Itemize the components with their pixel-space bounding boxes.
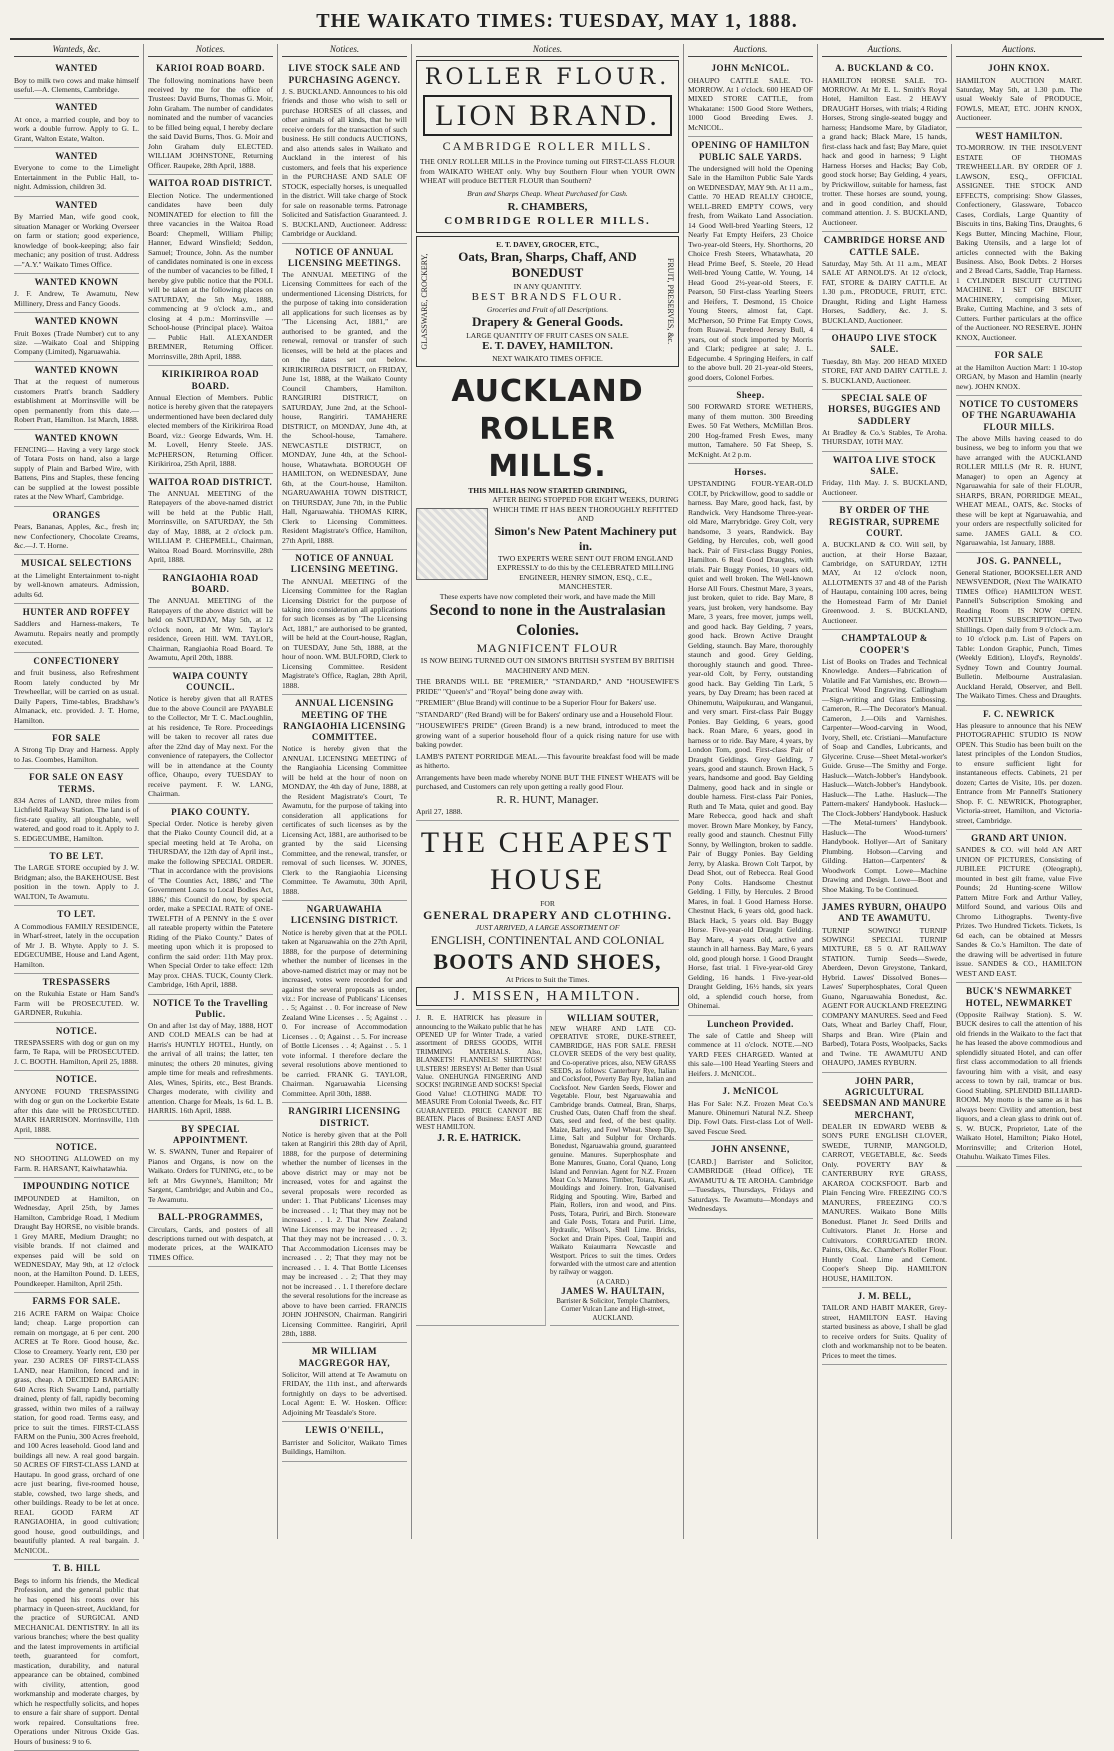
- arm-title: AUCKLAND ROLLER MILLS.: [451, 374, 644, 485]
- advert-body: By Married Man, wife good cook, situation Manager or Working Overseer on farm or station; good experience, knowledge of book-keeping; also fair mechanic; any position of trust. Address—"A.Y." Waikato Times Office.: [14, 212, 139, 269]
- advert-body: Saturday, May 5th. At 11 a.m., MEAT SALE AT ARNOLD'S. At 12 o'clock, FAT, STORE & DAIRY CATTLE. At 1.30 p.m., PRODUCE, FRUIT, ETC. Draught, Riding and Light Harness Horses, Saddlery, &c. J. S. BUCKLAND, Auctioneer.: [822, 258, 947, 325]
- advert-title: LIVE STOCK SALE AND PURCHASING AGENCY.: [288, 63, 401, 85]
- advert-body: on the Rukuhia Estate or Ham Sand's Farm will be PROSECUTED. W. GARDNER, Rukuhia.: [14, 989, 139, 1018]
- advert-title: HUNTER AND ROFFEY: [22, 607, 131, 618]
- advert: [282, 1422, 407, 1461]
- arm-second: Second to none in the Australasian Colonies.: [429, 602, 666, 640]
- advert-title: MUSICAL SELECTIONS: [21, 558, 132, 569]
- advert: [14, 906, 139, 974]
- advert-body: Election Notice. The undermentioned candidates have been duly NOMINATED for election to fill the three vacancies in the Waitoa Road Board: Chepmell, William Philip; Hanner, Edward Winsfield; Seddon, Samuel; Trounce, John. As the number of candidates nominated is one in excess of the number of vacancies to be filled, I hereby give public notice that the POLL will be taken at the following places on SATURDAY, the 5th May, 1888, commencing at 9 o'clock a.m., and closing at 4 p.m.: Morrinsville — School-house (Principal place). Waitoa — Public Hall. ALEXANDER BREMNER, Returning Officer. Morrinsville, 28th April, 1888.: [148, 190, 273, 361]
- advert-title: GRAND ART UNION.: [971, 833, 1067, 844]
- advert: [282, 550, 407, 695]
- arm-lamb: LAMB'S PATENT PORRIDGE MEAL.—This favourite breakfast food will be made as hitherto.: [416, 751, 679, 771]
- advert-title: WAITOA ROAD DISTRICT.: [148, 178, 273, 189]
- hatrick-body: J. R. E. HATRICK has pleasure in announcing to the Waikato public that he has OPENED UP for Winter Trade, a varied assortment of DRESS GOODS, WITH TRIMMING MATERIALS. Also, BLANKETS! FLANNELS! SHIRTINGS! ULSTERS! JERSEYS! At Better than Usual Value. ONEHUNGA FINGERING AND SOCKS! INGRINGE AND SOCKS! Special Good Value! CLOTHING MADE TO MEASURE From Colonial Tweeds, &c. FIT GUARANTEED. PRICE CANNOT BE BEATEN. Places of Business: EAST AND WEST HAMILTON.: [416, 1014, 543, 1132]
- advert-title: JOHN PARR, AGRICULTURAL SEEDSMAN AND MANURE MERCHANT,: [822, 1075, 947, 1120]
- ad-list: [282, 60, 407, 1461]
- advert: [14, 313, 139, 362]
- haultain-role: Barrister & Solicitor, Temple Chambers, Corner Vulcan Lane and High-street, AUCKLAND.: [556, 1296, 670, 1322]
- advert-title: KARIOI ROAD BOARD.: [156, 63, 265, 74]
- advert-title: CONFECTIONERY: [33, 655, 120, 666]
- advert: [14, 974, 139, 1023]
- arm-turning: IS NOW BEING TURNED OUT ON SIMON'S BRITISH SYSTEM BY BRITISH MACHINERY AND MEN.: [420, 656, 675, 675]
- haultain-name: JAMES W. HAULTAIN,: [561, 1286, 665, 1297]
- advert: [956, 128, 1082, 347]
- advert-body: List of Books on Trades and Technical Knowledge. Anders—Fabrication of Volatile and Fat Varnishes, etc. Brown—Practical Wood Engraving. Callingham—Sign-writing and Glass Embossing. Cameron, R.—The Decorator's Manual. Cameron, J.—Oils and Varnishes. Carpenter—Wood-carving in Wood, Ivory, Shell, etc. Cristiani—Manufacture of Soap and Candles, Lubricants, and Glycerine. Cruse—Sheet Metal-worker's Guide. Gruse—The Smithy and Forge. Hasluck—Watch-Jobber's Handybook. Hasluck—Watch-Jobber's Handybook. Hasluck—The Lathe. Hasluck—The Pattern-makers' Handybook. Hasluck—The Clock-Jobbers' Handybook. Hasluck—The Metal-turners' Handybook. Hasluck—The Wood-turners' Handybook. Hollyer—Art of Sanitary Plumbing. Hobson—Carving and Gilding. Hatton—Carpenters' & Woodwork Compt. Lowe—Machine Drawing and Design. Lowe—Boot and Shoe Making. To be Continued.: [822, 656, 947, 894]
- advert: [14, 604, 139, 653]
- advert-body: HAMILTON AUCTION MART. Saturday, May 5th, at 1.30 p.m. The usual Weekly Sale of PRODUCE, FOWLS, MEAT, ETC. JOHN KNOX, Auctioneer.: [956, 75, 1082, 123]
- advert-body: At once, a married couple, and boy to work a double furrow. Apply to G. L. Grant, Walton Estate, Walton.: [14, 114, 139, 143]
- advert-body: The sale of Cattle and Sheep will commence at 11 o'clock. NOTE.—NO YARD FEES CHARGED. Wanted at this sale—100 Head Yearling Steers and Heifers. J. McNICOL.: [688, 1030, 813, 1078]
- arm-manager: R. R. HUNT, Manager.: [496, 793, 599, 806]
- cheapest-title: THE CHEAPEST HOUSE: [420, 825, 675, 897]
- advert-body: at the Limelight Entertainment to-night by well-known amateurs. Admission, adults 6d.: [14, 570, 139, 599]
- column-heading: Notices.: [148, 44, 273, 57]
- souter-body: NEW WHARF AND LATE CO-OPERATIVE STORE, DUKE-STREET, CAMBRIDGE, HAS FOR SALE. FRESH CLOVER SEEDS of the very best quality, and Co-operative prices, also, NEW GRASS SEEDS, as follows: Canterbury Rye, Italian and Cocksfoot, Poverty Bay Rye, Italian and Cocksfoot. New Garden Seeds, Flower and Vegetable. Flour, best Ngaruawahia and Cambridge brands. Oatmeal, Bran, Sharps, Crushed Oats, Oaten Chaff from the sheaf. Oats, seed and feed, of the best quality. Maize, Barley, and Fowl Wheat. Sheep Dip, Lime, Salt and Sulphur for Orchards. Bonedust, Ngaruawahia ground, guaranteed genuine. Manures. Superphosphate and Bone Manures, Guano, Coral Quano, Long Island and Peruvian. Agent for N.Z. Frozen Meat Co.'s Manures. Timber, Totara, Kauri, Mouldings and Joinery. Iron, Galvanised Ridging and Spouting. Wire, Barbed and Plain, Rollers, iron and wood, and Pins. Posts, Totara, Puriri, and Birch. Stoneware and Gale Posts, Totara and Puriri. Lime, Hydraulic, Wilson's, Shell Lime. Bricks, Socket and Drain Pipes. Coal, Taupiri and Waikato Kuiaumarra Newcastle and Westport. Prices to suit the times. Orders forwarded with the utmost care and attention by railway or waggon.: [550, 1025, 676, 1277]
- masthead: THE WAIKATO TIMES: TUESDAY, MAY 1, 1888.: [10, 8, 1104, 40]
- advert-title: OPENING OF HAMILTON PUBLIC SALE YARDS.: [691, 140, 810, 162]
- advert-body: TRESPASSERS with dog or gun on my farm, Te Rapa, will be PROSECUTED. J. C. BOOTH. Hamilton, April 25, 1888.: [14, 1038, 139, 1066]
- advert: [956, 706, 1082, 831]
- davey-cases: LARGE QUANTITY OF FRUIT CASES ON SALE.: [466, 330, 629, 340]
- advert-title: T. B. HILL: [52, 1563, 101, 1574]
- advert: [956, 830, 1082, 983]
- advert-title: FOR SALE ON EASY TERMS.: [29, 772, 124, 794]
- advert-title: TO LET.: [57, 909, 96, 920]
- advert: [282, 1343, 407, 1422]
- column-wanteds: [10, 44, 144, 1746]
- advert: [14, 730, 139, 769]
- davey-any: IN ANY QUANTITY.: [513, 281, 582, 291]
- column-heading: Auctions.: [688, 44, 813, 57]
- arm-premier: "PREMIER" (Blue Brand) will continue to be a Superior Flour for Bakers' use.: [416, 698, 657, 708]
- advert: [148, 474, 273, 570]
- advert-body: HAMILTON HORSE SALE. TO-MORROW. At Mr E. L. Smith's Royal Hotel, Hamilton East. 2 HEAVY DRAUGHT Horses, with trials; 4 Riding Horses, Strong single-seated buggy and harness; Handsome Mare, by Gladiator, a grand hack; Black Mare, 15 hands, first-class hack and fast; Bay Mare, quiet hack and good in harness; 9 Light Harness Horses and Hacks; Bay Cob, good stock horse; Bay Gelding, 4 years, by Prickwillow, suitable for harness, fast trotter. These horses are sound, young, and in good condition, and should command attention. J. S. BUCKLAND, Auctioneer.: [822, 75, 947, 227]
- advert-title: SPECIAL SALE OF HORSES, BUGGIES AND SADDLERY: [828, 393, 941, 426]
- advert: [822, 1288, 947, 1365]
- arm-started: THIS MILL HAS NOW STARTED GRINDING,: [468, 485, 627, 495]
- advert-title: J. M. BELL,: [857, 1291, 912, 1301]
- advert-body: TURNIP SOWING! TURNIP SOWING! SPECIAL TURNIP MIXTURE, £8 5 0. AT RAILWAY STATION. Turnip Seeds—Swede, Aberdeen, Devon Greystone, Tankard, Hybrid. Lawes' Dissolved Bones—Lawes' Superphosphates, Coral Queen Guano, Ngaruawahia Bonedust, &c. AGENT FOR AUCKLAND FREEZING COMPANY MANURES. Seed and Feed Oats, Wheat and Barley Chaff, Flour, Sharps and Bran. Wire (Plain and Barbed), Totara Posts, Woolpacks, Sacks and Twine. TE AWAMUTU AND OHAUPO, JAMES RYBURN.: [822, 925, 947, 1068]
- advert-title: WANTED KNOWN: [34, 364, 119, 375]
- advert-body: TO-MORROW. IN THE INSOLVENT ESTATE OF THOMAS TREWHEELLAR. BY ORDER OF J. LAWSON, ESQ., OFFICIAL ASSIGNEE. THE STOCK AND EFFECTS, comprising: Show Glasses, Confectionery, Glassware, Tobacco Cases, Cordials, Large Quantity of Biscuits in tins, Baking Tins, Draughts, 6 Kegs Butter, Mincing Machine, Flour, Baking Utensils, and a large lot of articles connected with the Baking Business. Also, Book Debts. 2 Horses and 2 Bread Carts, Saddle, Trap Harness. 1 CYLINDER BISCUIT CUTTING MACHINE. 1 SET OF BISCUIT MACHINERY, comprising Mixer, Brake, Cutting Machine, and 3 sets of Cutters. Further particulars at the office of the Auctioneer. NO RESERVE. JOHN KNOX, Auctioneer.: [956, 143, 1082, 342]
- advert-body: Fruit Boxes (Trade Number) cut to any size. —Waikato Coal and Shipping Company (Limited), Ngaruawahia.: [14, 328, 139, 357]
- column-auctions-1: [684, 44, 818, 1539]
- advert-title: WANTED KNOWN: [34, 316, 119, 327]
- davey-side-right: FRUIT, PRESERVES, &c.: [666, 258, 675, 345]
- roller-body: THE ONLY ROLLER MILLS in the Province turning out FIRST-CLASS FLOUR from WAIKATO WHEAT only. Why buy Southern Flour when YOUR OWN WHEAT will produce BETTER FLOUR than Southern?: [420, 157, 675, 186]
- advert: [956, 347, 1082, 396]
- advert: [688, 1083, 813, 1141]
- advert-body: Begs to inform his friends, the Medical Profession, and the general public that he has opened his rooms over his pharmacy in Queen-street, Auckland, for the practice of SURGICAL AND MECHANICAL DENTISTRY. In all its various branches; where the best quality and the latest improvements in artificial teeth, guaranteed for comfort, mastication, durability, and natural appearance can be obtained, combined with civility, attention, good workmanship and moderate charges, by which he respectfully solicits, and hopes to ensure a fair share of support. Dental work repaired. Consultations free. Operations under Nitrous Oxide Gas. Hours of business: 9 to 6.: [14, 1575, 139, 1746]
- advert-body: UPSTANDING FOUR-YEAR-OLD COLT, by Prickwillow, good to saddle or harness. Bay Mare, good hack, fast, by Randwick. Very Handsome Three-year-old Mare, Marrybridge. Grey Colt, very handsome, 3 years, Randwick. Bay Gelding, by Hercules, cob, well good hack. Pair of First-class Buggy Ponies, Hamilton. 6 Real Good Draughts, with trials. Pair Buggy Ponies, 10 years old, quiet and well broken. The Well-known Horse All Fours. Chestnut Mare, 3 years, just broken, quiet to ride. Bay Mare, 8 years, just broken, very handsome. Bay Mare, 3 years, free mover, jumps well, and good hack. Bay Gelding, 7 years, good hack. Brown Active Draught Gelding, staunch. Bay Mare, thoroughly staunch and good. Grey Gelding, thoroughly staunch and good. Three-year-old Colt, by Ferry, outstanding good hack. Bay Gelding Tin Lark, 5 years, by Day Dream; has been raced at Ohinemutu, Waipukurau, and Wanganui, and very smart. First-class Pair Buggy Ponies. Bay Gelding, 6 years, good hack. Roan Mare, 6 years, good in harness or to ride. Bay Mare, 4 years, by London Tom, good. First-class Pair of Draught Geldings. Grey Gelding, 7 years, good and staunch. Brown Hack, 5 years, handsome and good. Bay Gelding Dalmeny, good hack and in single or double harness. First-class Pair Ponies, Ruth and Te Mata, quiet and good. Bay Mare Rebecca, good hack and shaft mover. Brown Mare Monkey, by Fancy, really good and staunch. Chestnut Filly Sonny, by Wellington, broken to saddle. Pair of Buggy Ponies. Bay Gelding Jerry, by Alaska. Brown Colt Tarpot, by Dead Shot, out of Rebecca. Real Good Pony Colts. Handsome Chestnut Gelding. 1 Filly, by Hercules. 2 Brood Mares, in foal. 1 Good Harness Horse. Chestnut Hack, 6 years old, good hack. Black Hack, 5 years old. Bay Buggy Horse. Five-year-old Draught Gelding. Bay Mare, 4 years old, active and staunch in all harness. Bay Mare, 6 years old, good plough horse. 1 Good Draught Horse, fast trial. 1 Five-year-old Grey Gelding, 16 hands. 1 Five-year-old Draught Gelding, 16½ hands, six years old, a splendid couch horse, from Ohinemai.: [688, 479, 813, 1011]
- roller-flour-ad: [416, 60, 679, 232]
- advert: [822, 899, 947, 1073]
- advert: [688, 137, 813, 387]
- advert: [14, 653, 139, 730]
- advert-title: JOHN ANSENNE,: [711, 1144, 790, 1155]
- arm-housewife: "HOUSEWIFE'S PRIDE" (Green Brand) is a new brand, introduced to meet the growing want of a superior household flour of a quick rising nature for use with baking powder.: [416, 721, 679, 750]
- advert: [14, 148, 139, 197]
- advert-body: Barrister and Solicitor, Waikato Times Buildings, Hamilton.: [282, 1437, 407, 1457]
- advert: [14, 274, 139, 313]
- advert-body: [CARD.] Barrister and Solicitor, CAMBRIDGE (Head Office), TE AWAMUTU & TE AROHA. Cambridge—Tuesdays, Thursdays, Fridays and Saturdays. Te Awamutu—Mondays and Wednesdays.: [688, 1156, 813, 1214]
- advert-body: and fruit business, also Refreshment Room lately conducted by Mr Trewheellar, will be carried on as usual. Daily Papers, Time-tables, Bradshaw's Almanack, etc. provided. J. T. Horne, Hamilton.: [14, 668, 139, 725]
- advert: [282, 901, 407, 1103]
- advert: [148, 60, 273, 175]
- advert-body: Friday, 11th May. J. S. BUCKLAND, Auctioneer.: [822, 478, 947, 497]
- advert-body: The ANNUAL MEETING of the Ratepayers of the above district will be held on SATURDAY, May 5th, at 12 o'clock noon, at Mr Wm. Taylor's residence, Green Hill. WM. TAYLOR, Chairman, Rangiaohia Road Board. Te Awamutu, April 20th, 1888.: [148, 596, 273, 663]
- ad-list: [148, 60, 273, 1267]
- advert-body: Annual Election of Members. Public notice is hereby given that the ratepayers undermentioned have been declared duly elected members of the Kirikiriroa Road Board, viz.: George Edwards, Wm. H. M. Lovell, Henry Steele. JAS. McPHERSON, Returning Officer. Kirikiriroa, 25th April, 1888.: [148, 392, 273, 469]
- advert-body: Notice is hereby given that at the POLL taken at Ngaruawahia on the 27th April, 1888, for the purpose of determining whether the number of licenses in the above-named district may or may not be increased, votes were recorded for and against the several proposals as under, viz.: For increase of Publicans' Licenses . . 5; Against . . 0. For increase of New Zealand Wine Licenses . . 5; Against . . 0. For increase of Accommodation Licenses . . 0; Against . . 5. For increase of Bottle Licenses . . 4; Against . . 5. 1 vote informal. I therefore declare the several resolutions above mentioned to be carried. FRANK G. TAYLOR, Chairman. Ngaruawahia Licensing Committee. April 30th, 1888.: [282, 927, 407, 1098]
- advert: [14, 1293, 139, 1560]
- combridge-mills: COMBRIDGE ROLLER MILLS.: [444, 214, 651, 227]
- advert-body: 500 FORWARD STORE WETHERS, many of them mutton. 300 Breeding Ewes. 50 Fat Wethers, McMillan Bros. 200 Hog-framed Fresh Ewes, many mutton, Tamahere. 50 Fat Sheep, S. McKnight. At 2 p.m.: [688, 402, 813, 459]
- davey-groceries: Groceries and Fruit of all Descriptions.: [486, 304, 609, 314]
- advert-title: A. BUCKLAND & CO.: [835, 63, 934, 74]
- advert-title: WANTED: [55, 63, 98, 74]
- advert: [14, 197, 139, 274]
- advert: [822, 630, 947, 899]
- ad-list: [956, 60, 1082, 1166]
- advert-body: A Commodious FAMILY RESIDENCE, in Wharf-street, lately in the occupation of Mr J. B. Whyte. Apply to J. S. EDGECUMBE, House and Land Agent, Hamilton.: [14, 921, 139, 969]
- advert-body: DEALER IN EDWARD WEBB & SON'S PURE ENGLISH CLOVER, SWEDE, TURNIP, MANGOLD, CARROT, VEGETABLE, &c. Seeds Only. POVERTY BAY & CANTERBURY RYE GRASS, AKAROA COCKSFOOT. Barb and Plain Fencing Wire. FREEZING CO.'S MANURES, FREEZING CO.'S MANURES. Waikato Bone Mills Bonedust. Planet Jr. Seed Drills and Cultivators. Planet Jr. Horse and Cultivators. CORRUGATED IRON. Paints, Oils, &c. Chamber's Roller Flour. Huntly Coal. Lime and Cement. Cooper's Sheep Dip. HAMILTON HOUSE, HAMILTON.: [822, 1121, 947, 1283]
- advert-body: On and after 1st day of May, 1888, HOT AND COLD MEALS can be had at Harris's HUNTLY HOTEL, Huntly, on the arrival of all trains; the latter, ten minutes; the others 20 minutes, giving ample time for meals and refreshments. Ales, Wines, Spirits, etc., Best Brands. Charges moderate, with civility and attention. Charge for Meals, 1s 6d. L. B. HARRIS. 16th April, 1888.: [148, 1021, 273, 1116]
- advert-title: NOTICE OF ANNUAL LICENSING MEETING.: [290, 553, 399, 575]
- advert: [14, 60, 139, 99]
- advert: [14, 1560, 139, 1751]
- advert-body: W. S. SWANN, Tuner and Repairer of Pianos and Organs, is now on the Waikato. Orders for TUNING, etc., to be left at Mrs Gwynne's, Hamilton; Mr Sargent, Cambridge; and Aubin and Co., Te Awamutu.: [148, 1147, 273, 1204]
- advert-title: WEST HAMILTON.: [975, 130, 1063, 141]
- arm-date: April 27, 1888.: [416, 807, 463, 817]
- advert-body: That at the request of numerous customers Pratt's branch Saddlery establishment at Morrinsville will be open permanently from this date.—Robert Pratt, Hamilton. 1st March, 1888.: [14, 377, 139, 425]
- advert-title: JOS. G. PANNELL,: [976, 555, 1062, 566]
- advert: [148, 1121, 273, 1209]
- english-continental: ENGLISH, CONTINENTAL AND COLONIAL: [430, 932, 665, 947]
- column-notices-1: [144, 44, 278, 1539]
- advert: [956, 60, 1082, 128]
- cheapest-for: FOR: [540, 898, 555, 908]
- advert-title: WAITOA ROAD DISTRICT.: [148, 476, 273, 487]
- davey-side-left: GLASSWARE, CROCKERY,: [420, 253, 429, 350]
- advert-title: JAMES RYBURN, OHAUPO AND TE AWAMUTU.: [822, 902, 947, 924]
- arm-standard: "STANDARD" (Red Brand) will be for Bakers' ordinary use and a Household Flour.: [416, 709, 673, 719]
- advert: [14, 555, 139, 604]
- just-arrived: JUST ARRIVED, A LARGE ASSORTMENT OF: [475, 923, 620, 933]
- advert: [822, 330, 947, 390]
- advert-title: WAITOA LIVE STOCK SALE.: [832, 454, 937, 477]
- advert-title: BY ORDER OF THE REGISTRAR, SUPREME COURT.: [828, 505, 940, 538]
- arm-experts: TWO EXPERTS WERE SENT OUT FROM ENGLAND EXPRESSLY to do this by the CELEBRATED MILLING ENGINEER, HENRY SIMON, ESQ., C.E., MANCHESTER.: [497, 553, 674, 592]
- advert: [148, 995, 273, 1121]
- advert-body: FENCING— Having a very large stock of Totara Posts on hand, also a large supply of Plain and Barbed Wire, with Battens, Pins and Staples, these fencing can be supplied at the lowest possible rates at the New Wharf, Cambridge.: [14, 444, 139, 502]
- columns: [10, 44, 1104, 1746]
- general-drapery: GENERAL DRAPERY AND CLOTHING.: [423, 908, 672, 923]
- advert-body: The undersigned will hold the Opening Sale in the Hamilton Public Sale Yards on WEDNESDAY, MAY 9th. At 11 a.m., Cattle. 70 HEAD REALLY CHOICE, WELL-BRED EMPTY COWS, very fresh, from Waikato Land Association. 14 Good Well-bred Yearling Steers, 12 Nearly Fat Empty Heifers, 23 Choice Two-year-old Steers, Hy. Shorthorns, 20 Choice Fresh Steers, Whatawhata, 20 Head Prime Beef, S. Steele, 20 Head Well-bred Young Cattle, W. Young, 14 Head Good 2½-year-old Steers, F. Pearson, 50 First-class Yearling Steers and Heifers, T. Desmond, 15 Choice Young Steers, almost fat, Capt. McPherson, 50 Prime Fat Empty Cows, from Ruawai. Purebred Jersey Bull, 4 years, out of stock imported by Morris and Clark; pedigree at sale; J. L. Edgecumbe. 4 Springing Heifers, in calf to the above bull. 20 21-year-old Steers, good doers, Colonel Forbes.: [688, 163, 813, 382]
- advert-body: Boy to milk two cows and make himself useful.—A. Clements, Cambridge.: [14, 75, 139, 94]
- advert: [282, 244, 407, 551]
- advert-body: The ANNUAL MEETING of the Ratepayers of the above-named district will be held at the Public Hall, Morrinsville, on SATURDAY, the 5th day of May, 1888, at 2 o'clock p.m. WILLIAM P. CHEPMELL, Chairman, Waitoa Road Board. Morrinsville, 28th April, 1888.: [148, 488, 273, 565]
- advert: [956, 553, 1082, 706]
- advert-title: RANGIRIRI LICENSING DISTRICT.: [288, 1106, 401, 1128]
- advert-body: ANYONE FOUND TRESPASSING with dog or gun on the Lockerbie Estate after this date will be PROSECUTED. MARK HARRISON. Morrinsville, 11th April, 1888.: [14, 1086, 139, 1134]
- advert-title: CAMBRIDGE HORSE AND CATTLE SALE.: [823, 235, 946, 257]
- advert: [822, 390, 947, 452]
- advert: [688, 464, 813, 1015]
- advert: [14, 430, 139, 507]
- advert-title: NOTICE To the Travelling Public.: [153, 997, 268, 1019]
- advert-body: Saddlers and Harness-makers, Te Awamutu. Repairs neatly and promptly executed.: [14, 619, 139, 648]
- ad-list: [14, 60, 139, 1751]
- advert: [14, 1023, 139, 1072]
- column-notices-2: [278, 44, 412, 1539]
- advert-title: J. McNICOL: [722, 1086, 779, 1097]
- lion-brand-title: LION BRAND.: [423, 95, 672, 137]
- advert-title: WANTED: [55, 199, 98, 210]
- advert-title: NOTICE.: [55, 1142, 98, 1153]
- davey-best: BEST BRANDS FLOUR.: [471, 291, 624, 304]
- advert-body: A Strong Tip Dray and Harness. Apply to Jas. Coombes, Hamilton.: [14, 745, 139, 764]
- advert-title: WANTED KNOWN: [34, 277, 119, 288]
- advert: [14, 99, 139, 148]
- advert-body: The LARGE STORE occupied by J. W. Bridgman; also, the BAKEHOUSE. Best position in the town. Apply to J. WALTON, Te Awamutu.: [14, 863, 139, 901]
- arm-simon: Simon's New Patent Machinery put in.: [494, 523, 677, 553]
- arm-arrange: Arrangements have been made whereby NONE BUT THE FINEST WHEATS will be purchased, and Customers can rely upon getting a really good Flour.: [416, 772, 679, 792]
- advert-title: FOR SALE: [994, 350, 1044, 361]
- advert-title: JOHN McNICOL.: [711, 63, 790, 74]
- advert-body: Has For Sale: N.Z. Frozen Meat Co.'s Manure. Ohinemuri Natural N.Z. Sheep Dip. Fowl Oats. First-class Lot of Well-saved Fescue Seed.: [688, 1098, 813, 1136]
- advert: [688, 1141, 813, 1218]
- advert: [148, 804, 273, 995]
- advert: [822, 502, 947, 630]
- advert-body: Notice is hereby given that all RATES due to the above Council are PAYABLE to the Collector, Mr T. C. MacLoughlin, at his residence, Te Rore. Proceedings will be taken to recover all rates due after the 22nd day of May next. For the convenience of ratepayers, the Collector will be in attendance at the County office, Ohaupo, every TUESDAY to receive payment. F. W. LANG, Chairman.: [148, 694, 273, 799]
- advert: [822, 232, 947, 330]
- advert-title: NOTICE TO CUSTOMERS OF THE NGARUAWAHIA FLOUR MILLS.: [959, 399, 1079, 432]
- advert: [14, 507, 139, 556]
- davey-ad: [416, 236, 679, 368]
- advert-body: 216 ACRE FARM on Waipa: Choice land; cheap. Large proportion can remain on mortgage, at 6 per cent. 200 ACRES at Te Rore. Good house, &c. Close to Creamery. Yearly rent, £30 per year. 230 ACRES OF FIRST-CLASS LAND, near Hamilton, fenced and in grass, cheap. A DECIDED BARGAIN: 640 Acres Rich Swamp Land, partially drained, plenty of fall, rapidly becoming grassed, within two miles of a railway station, for good road. Terms easy, and price to suit the times. FIRST-CLASS FARM on the Puniu, 300 Acres freehold, and 100 Acres leasehold. Good land and buildings all new. A real good bargain. 50 ACRES OF FIRST-CLASS LAND at Hautapu. In good grass, orchard of one acre just bearing, five-roomed house, stable, cowshed, two large sheds, and other buildings. Ready to be let at once. REAL GOOD FARM AT RANGIAOHIA, in good cultivation; good house, good outbuildings, and beautifully planted. A real bargain. J. McNICOL.: [14, 1308, 139, 1555]
- column-heading: Wanteds, &c.: [14, 44, 139, 57]
- hatrick-souter-row: [416, 1010, 679, 1326]
- advert-body: The above Mills having ceased to do business, we beg to inform you that we have arranged with the AUCKLAND ROLLER MILLS (Mr R. R. HUNT, Manager) to open an Agency at Ngaruawahia for sale of their FLOUR, SHARPS, BRAN, PORRIDGE MEAL, WHEAT MEAL, OATS, &c. Stocks of these will be kept at Ngaruawahia, and your orders are respectfully solicited for same. JAMES GALL & CO. Ngaruawahia, 1st January, 1888.: [956, 433, 1082, 548]
- advert-title: CHAMPTALOUP & COOPER'S: [841, 633, 928, 655]
- advert-title: NGARUAWAHIA LICENSING DISTRICT.: [290, 904, 399, 926]
- ad-list: [688, 60, 813, 1218]
- advert-title: PIAKO COUNTY.: [171, 806, 250, 817]
- advert-title: LEWIS O'NEILL,: [305, 1425, 384, 1436]
- column-notices-3: [412, 44, 684, 1539]
- advert-title: ORANGES: [52, 509, 101, 520]
- arm-after: AFTER BEING STOPPED FOR EIGHT WEEKS, DURING WHICH TIME IT HAS BEEN THOROUGHLY REFITTED AND: [492, 495, 679, 524]
- advert: [14, 1139, 139, 1178]
- advert: [14, 769, 139, 848]
- cambridge-mills-title: CAMBRIDGE ROLLER MILLS.: [442, 139, 653, 154]
- bran-line: Bran and Sharps Cheap. Wheat Purchased for Cash.: [467, 188, 628, 198]
- advert-body: J. S. BUCKLAND. Announces to his old friends and those who wish to sell or purchase HORSES of all classes, and other animals of all kinds, that he will receive orders for the transaction of such business. He still conducts AUCTIONS, and also attends sales in Waikato and Auckland in the interest of his customers, and feels that his experience in the PURCHASE AND SALE OF STOCK, especially horses, is unequalled in the district. Will take charge of Stock for sale on reasonable terms. Patronage Solicited and Satisfaction Guaranteed. J. S. BUCKLAND, Auctioneer. Address: Cambridge or Auckland.: [282, 86, 407, 239]
- haultain-card: (A CARD.): [596, 1277, 630, 1286]
- advert: [148, 366, 273, 473]
- arm-completed: These experts have now completed their work, and have made the Mill: [439, 591, 656, 601]
- advert-title: F. C. NEWRICK: [983, 708, 1055, 719]
- advert: [688, 60, 813, 137]
- column-auctions-3: [952, 44, 1086, 1539]
- advert-body: Circulars, Cards, and posters of all descriptions turned out with despatch, at moderate prices, at the WAIKATO TIMES Office.: [148, 1224, 273, 1262]
- advert: [688, 1016, 813, 1084]
- souter-title: WILLIAM SOUTER,: [566, 1013, 659, 1024]
- advert: [956, 396, 1082, 553]
- advert-title: RANGIAOHIA ROAD BOARD.: [162, 572, 259, 595]
- prices-line: At Prices to Suit the Times.: [505, 975, 590, 985]
- advert-title: IMPOUNDING NOTICE: [22, 1181, 131, 1192]
- mill-engraving-icon: [416, 508, 488, 580]
- advert-title: WANTED: [55, 102, 98, 113]
- advert-title: NOTICE.: [55, 1025, 98, 1036]
- roller-flour-title: ROLLER FLOUR.: [424, 65, 671, 91]
- column-heading: Notices.: [282, 44, 407, 57]
- davey-oats: Oats, Bran, Sharps, Chaff, AND BONEDUST: [458, 249, 637, 281]
- advert-title: Horses.: [734, 467, 767, 478]
- advert: [282, 60, 407, 243]
- advert-body: IMPOUNDED at Hamilton, on Wednesday, April 25th, by James Hamilton, Cambridge Road, 1 Medium Draught Bay HORSE, no visible brands. 1 Grey MARE, Medium Draught; no visible brands. If not claimed and expenses paid will be sold on WEDNESDAY, May 9th, at 12 o'clock noon, at the Hamilton Pound. D. LEES, Poundkeeper. Hamilton, April 25th.: [14, 1193, 139, 1288]
- ad-list: [822, 60, 947, 1365]
- davey-name: E. T. DAVEY, HAMILTON.: [482, 340, 613, 353]
- advert-body: The following nominations have been received by me for the office of Trustees: David Burns, Thomas G. Moir, John Graham. The number of candidates nominated and the number of vacancies to be filled being equal, I hereby declare the said David Burns, Thos. G. Moir and John Graham duly ELECTED. WILLIAM JOHNSTONE, Returning Officer. Raupeke, 28th April, 1888.: [148, 75, 273, 170]
- advert-title: FOR SALE: [52, 733, 101, 744]
- advert-body: Everyone to come to the Limelight Entertainment in the Public Hall, to-night. Admission, children 3d.: [14, 163, 139, 192]
- advert-title: Sheep.: [736, 390, 765, 401]
- advert: [148, 1209, 273, 1267]
- column-auctions-2: [818, 44, 952, 1539]
- advert-body: Has pleasure to announce that his NEW PHOTOGRAPHIC STUDIO IS NOW OPEN. This Studio has been built on the latest principles of the London Studios, to ensure sufficient light for instantaneous effects. Cabinets, 21 per dozen; Cartes de Visite, 10s. per dozen. Entrance from Mr Pannell's Stationery Shop. F. C. NEWRICK, Photographer, Victoria-street, Hamilton, and Victoria-street, Cambridge.: [956, 720, 1082, 825]
- advert: [822, 452, 947, 502]
- advert-body: at the Hamilton Auction Mart: 1 10-stop ORGAN, by Mason and Hamlin (nearly new). JOHN KNOX.: [956, 362, 1082, 391]
- davey-drapery: Drapery & General Goods.: [472, 314, 623, 330]
- advert-title: FARMS FOR SALE.: [32, 1296, 121, 1307]
- advert-body: Notice is hereby given that the ANNUAL LICENSING MEETING of the Rangiaohia Licensing Committee will be held at the hour of noon on MONDAY, the 4th day of June, 1888, at the Resident Magistrate's Court, Te Awamutu, for the purpose of taking into consideration all applications for certificates of such licenses as by the Licensing Act, 1881, are authorised to be granted by the said Licensing Committee, and the renewal, transfer, or removal of such licenses. W. JONES, Clerk to the Rangiaohia Licensing Committee. Te Awamutu, 30th April, 1888.: [282, 744, 407, 896]
- hatrick-ad: [416, 1010, 546, 1326]
- advert: [282, 1103, 407, 1343]
- advert: [282, 695, 407, 901]
- advert-title: MR WILLIAM MACGREGOR HAY,: [298, 1346, 391, 1368]
- advert-title: ANNUAL LICENSING MEETING OF THE RANGIAOHIA LICENSING COMMITTEE.: [283, 698, 406, 743]
- column-heading: Auctions.: [822, 44, 947, 57]
- advert-body: At Bradley & Co.'s Stables, Te Aroha. THURSDAY, 10TH MAY.: [822, 427, 947, 447]
- advert-title: Luncheon Provided.: [707, 1018, 794, 1029]
- advert-body: Tuesday, 8th May. 200 HEAD MIXED STORE, FAT AND DAIRY CATTLE. J. S. BUCKLAND, Auctioneer.: [822, 356, 947, 385]
- arm-magnificent: MAGNIFICENT FLOUR: [476, 641, 619, 656]
- advert-body: OHAUPO CATTLE SALE. TO-MORROW. At 1 o'clock. 600 HEAD OF MIXED STORE CATTLE, from Whakatane: 1500 Good Store Wethers, 1000 Good Breeding Ewes. J. McNICOL.: [688, 75, 813, 132]
- cheapest-house-ad: [416, 821, 679, 1010]
- advert-body: SANDES & CO. will hold AN ART UNION OF PICTURES, Consisting of JUBILEE PICTURE (Oleograph), mounted in best gilt frame, value Five Pounds; 2d Hunting-scene Willow Pattern Mitre Fork and Arthur Valley, Milford Sound, and various Oils and Chromo Lithographs. Twenty-five Prizes. Two Hundred Tickets. Tickets, 1s 6d each, can be obtained at Messrs Sandes & Co.'s Hamilton. The date of the drawing will be advertised in future issue. SANDES & CO., HAMILTON WEST AND EAST.: [956, 845, 1082, 978]
- advert-body: Solicitor, Will attend at Te Awamutu on FRIDAY, the 11th inst., and afterwards fortnightly on days to be advertised. Local Agent: E. W. Hosken. Office: Adjoining Mr Teasdale's Store.: [282, 1369, 407, 1417]
- advert-body: General Stationer, BOOKSELLER AND NEWSVENDOR, (Next The WAIKATO TIMES Office) HAMILTON WEST. Pannell's Subscription Smoking and Reading Room IS NOW OPEN. MONTHLY SUBSCRIPTION—Two Shillings. Open daily from 9 o'clock a.m. to 10 o'clock p.m. List of Papers on Table: London Graphic, Punch, Times (Weekly Edition), Lloyd's, Reynolds'. Sydney Town and Country Journal. Bulletin. Melbourne Australasian. Auckland Herald, Observer, and Bell. The Waikato Times. Chess and Draughts.: [956, 567, 1082, 701]
- souter-ad: [550, 1010, 679, 1326]
- advert: [148, 668, 273, 804]
- auckland-roller-mills-ad: [416, 370, 679, 820]
- advert: [822, 1073, 947, 1288]
- advert-body: Pears, Bananas, Apples, &c., fresh in; new Confectionery, Chocolate Creams, &c.—J. T. Horne.: [14, 522, 139, 550]
- boots-and-shoes: BOOTS AND SHOES,: [433, 948, 662, 974]
- column-heading: Auctions.: [956, 44, 1082, 57]
- advert-title: BY SPECIAL APPOINTMENT.: [172, 1123, 249, 1146]
- advert-title: TRESPASSERS: [42, 977, 111, 988]
- advert-title: OHAUPO LIVE STOCK SALE.: [831, 333, 938, 355]
- advert-body: The ANNUAL MEETING of the Licensing Committee for the Raglan Licensing District for the purpose of taking into consideration all applications for such licenses as by "The Licensing Act, 1881," are authorised to be granted, will be held at the Court-house, Raglan, on TUESDAY, June 5th, 1888, at the hour of noon. WM. BULFORD, Clerk to Licensing Committee. Resident Magistrate's Office, Raglan, 28th April, 1888.: [282, 576, 407, 690]
- column-heading: Notices.: [416, 44, 679, 57]
- advert-body: Special Order. Notice is hereby given that the Piako County Council did, at a special meeting held at Te Aroha, on THURSDAY, the 12th day of April inst., make the following SPECIAL ORDER. "That in accordance with the provisions of 'The Counties Act, 1886,' and 'The Government Loans to Local Bodies Act, 1886,' this Council do now, by special order, make a SPECIAL RATE of ONE-TWELFTH of A PENNY in the £ over all rateable property within the Patetere Riding of the Piako County." Dates of meeting upon which it is proposed to confirm the said order: 11th May prox. When Special Order to take effect: 12th May prox. CHAS. TUCK, County Clerk. Cambridge, 16th April, 1888.: [148, 818, 273, 990]
- advert-body: A. BUCKLAND & CO. Will sell, by auction, at their Horse Bazaar, Cambridge, on SATURDAY, 12TH MAY, At 12 o'clock noon, ALLOTMENTS 37 and 48 of the Parish of Hautapu, containing 100 acres, being the Homestead Farm of Mr Daniel Greenwood. J. S. BUCKLAND, Auctioneer.: [822, 540, 947, 625]
- hatrick-signature: J. R. E. HATRICK.: [437, 1132, 521, 1144]
- advert-title: BALL-PROGRAMMES,: [158, 1212, 263, 1223]
- advert-body: Notice is hereby given that at the Poll taken at Rangiriri this 28th day of April, 1888, for the purpose of determining whether the number of licenses in the above district may or may not be increased, votes for and against the several proposals were recorded as under: 1. That Publicans' Licenses may be increased . . 1; That they may not be increased . . 1. 2. That New Zealand Wine Licenses may be increased . . 2; That they may not be increased . . 0. 3. That Accommodation Licenses may be increased . . 2; That they may not be increased . . 1. 4. That Bottle Licenses may be increased . . 2; That they may not be increased . . 1. I therefore declare the several resolutions for the increase as above to have been carried. FRANCIS JOHN JOHNSON, Chairman. Rangiriri Licensing Committee. Rangiriri, April 28th, 1888.: [282, 1129, 407, 1338]
- advert-body: J. F. Andrew, Te Awamutu, New Millinery, Dress and Fancy Goods.: [14, 289, 139, 308]
- advert: [148, 570, 273, 668]
- advert-title: NOTICE.: [55, 1074, 98, 1085]
- advert-title: KIRIKIRIROA ROAD BOARD.: [161, 369, 260, 391]
- advert: [14, 848, 139, 906]
- advert: [688, 387, 813, 464]
- advert-title: NOTICE OF ANNUAL LICENSING MEETINGS.: [287, 246, 402, 268]
- advert-title: WAIPA COUNTY COUNCIL.: [172, 670, 249, 692]
- missen-hamilton: J. MISSEN, HAMILTON.: [416, 987, 679, 1007]
- advert-title: TO BE LET.: [49, 851, 104, 862]
- advert-body: (Opposite Railway Station). S. W. BUCK desires to call the attention of his old friends in the Waikato to the fact that he has leased the above commodious and splendidly situated Hotel, and can offer first class accommodation to all friends favouring him with a visit, and easy access to town by rail, tramcar or bus. Good Stabling. SPLENDID BILLIARD-ROOM. My motto is the same as it has always been: Civility and attention, best liquors, and a clean glass to drink out of. S. W. BUCK, Proprietor, Late of the Waikato Hotel, Hamilton; Piako Hotel, Morrinsville; and Criterion Hotel, Otahuhu. Waikato Times Files.: [956, 1009, 1082, 1162]
- advert-title: WANTED: [55, 151, 98, 162]
- davey-next: NEXT WAIKATO TIMES OFFICE.: [492, 353, 603, 363]
- advert-title: JOHN KNOX.: [988, 63, 1050, 74]
- advert: [822, 60, 947, 232]
- advert: [14, 1071, 139, 1139]
- chambers-name: R. CHAMBERS,: [507, 201, 588, 214]
- arm-brands: THE BRANDS WILL BE "PREMIER," "STANDARD," AND "HOUSEWIFE'S PRIDE" "Queen's" and "Royal" being done away with.: [416, 677, 679, 696]
- advert-body: The ANNUAL MEETING of the Licensing Committees for each of the undermentioned Licensing Districts, for the purpose of taking into consideration all applications for such licenses as by "The Licensing Act, 1881," are authorised to be granted, and the renewal, removal or transfer of such licenses, will be held at the places and on the dates set out below. KIRIKIRIROA DISTRICT, on FRIDAY, June 1st, 1888, at the Waikato County Council Chambers, Hamilton. RANGIRIRI DISTRICT, on SATURDAY, June 2nd, at the School-house, Rangiriri. TAMAHERE DISTRICT, on MONDAY, June 4th, at the School-house, Tamahere. NEWCASTLE DISTRICT, on MONDAY, June 4th, at the School-house, Whatawhata. BOROUGH OF HAMILTON, on WEDNESDAY, June 6th, at the Court-house, Hamilton. NGARUAWAHIA TOWN DISTRICT, on THURSDAY, June 7th, in the Public Hall, Ngaruawahia. THOMAS KIRK, Clerk to Licensing Committees. Resident Magistrate's Office, Hamilton, 27th April, 1888.: [282, 270, 407, 545]
- davey-head: E. T. DAVEY, GROCER, ETC.,: [496, 239, 599, 249]
- advert-body: TAILOR AND HABIT MAKER, Grey-street, HAMILTON EAST. Having started business as above, I shall be glad to receive orders for Suits. Quality of cloth and workmanship not to be beaten. Prices to meet the times.: [822, 1303, 947, 1360]
- advert-title: BUCK'S NEWMARKET HOTEL, NEWMARKET: [965, 986, 1073, 1008]
- advert: [14, 362, 139, 430]
- advert-body: 834 Acres of LAND, three miles from Lichfield Railway Station. The land is of first-rate quality, all ploughable, well watered, and good road to it. Apply to J. S. EDGECUMBE, Hamilton.: [14, 795, 139, 843]
- advert-title: WANTED KNOWN: [34, 432, 119, 443]
- advert-body: NO SHOOTING ALLOWED on my Farm. R. HARSANT, Kaiwhatawhia.: [14, 1154, 139, 1173]
- advert: [148, 175, 273, 366]
- advert: [956, 983, 1082, 1166]
- advert: [14, 1178, 139, 1293]
